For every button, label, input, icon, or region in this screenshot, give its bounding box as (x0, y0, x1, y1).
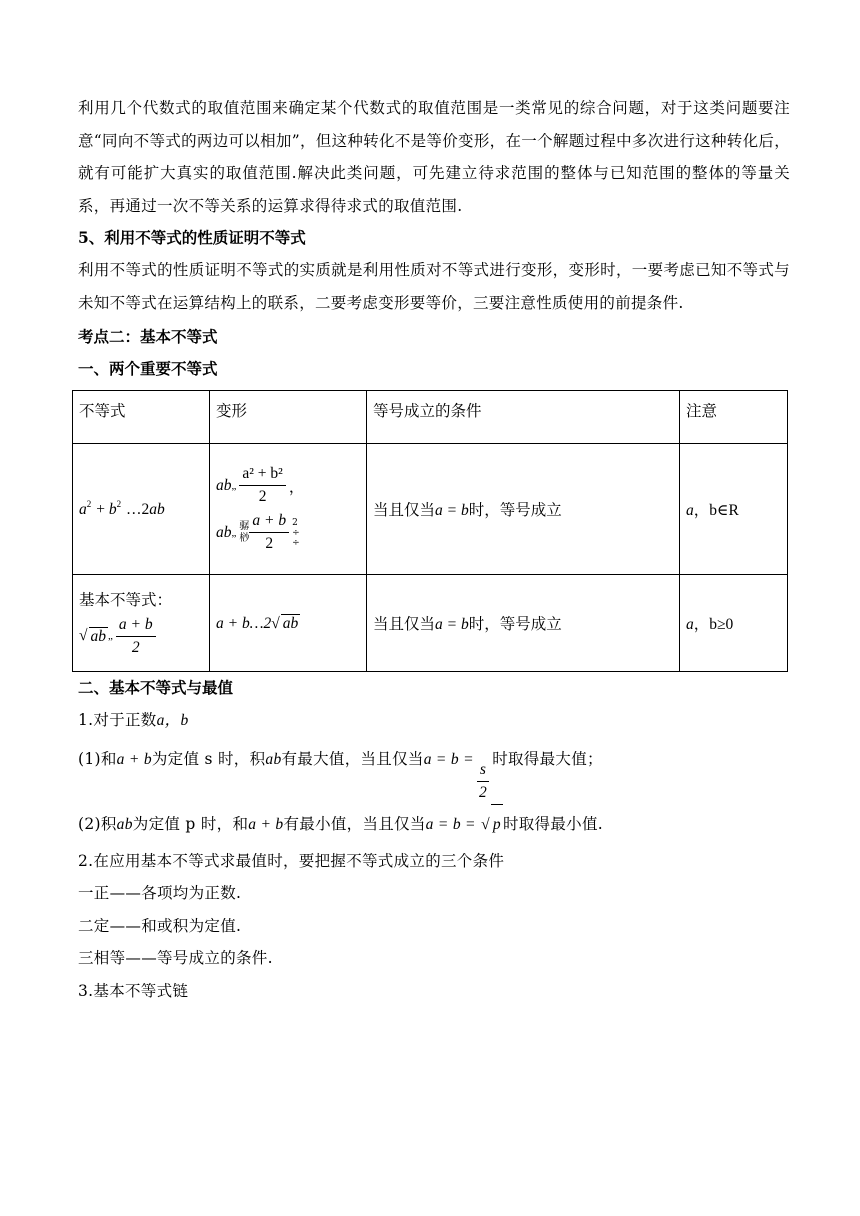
item3-heading: 3.基本不等式链 (78, 981, 189, 1000)
item1-part2: (2)积ab为定值 p 时，和a + b有最小值，当且仅当a = b = √ p 时取得最小值. (78, 804, 790, 845)
table-row (73, 444, 788, 575)
header-inequality: 不等式 (73, 391, 210, 444)
inequality-table (72, 390, 788, 672)
section5-heading: 5、利用不等式的性质证明不等式 (78, 228, 306, 247)
cell-condition: 当且仅当a = b时，等号成立 (367, 575, 680, 672)
cell-variant: ab „ $\frac{\text{a² + b²}}{2}$ ， ab „ 骣 桫 $\frac{a + b}{2}$ 2 ÷ ÷ (210, 444, 367, 575)
cell-inequality: 基本不等式： √ ab „ $\frac{a + b}{2}$ (73, 575, 210, 672)
sub2-heading: 二、基本不等式与最值 (78, 678, 234, 697)
item1-lead: 1.对于正数a，b (78, 711, 189, 729)
table-header-row (73, 391, 788, 444)
item2-lead: 2.在应用基本不等式求最值时，要把握不等式成立的三个条件 (78, 851, 505, 870)
condition-3: 三相等——等号成立的条件. (78, 949, 273, 967)
cell-note: a，b∈R (680, 444, 788, 575)
cell-variant: a + b…2√ ab (210, 575, 367, 672)
section5-text: 利用不等式的性质证明不等式的实质就是利用性质对不等式进行变形，变形时，一要考虑已知不等式与未知不等式在运算结构上的联系，二要考虑变形要等价，三要注意性质使用的前提条件. (78, 261, 790, 312)
condition-2: 二定——和或积为定值. (78, 916, 242, 935)
header-note: 注意 (680, 391, 788, 444)
header-variant: 变形 (210, 391, 367, 444)
intro-paragraph: 利用几个代数式的取值范围来确定某个代数式的取值范围是一类常见的综合问题，对于这类问题要注意“同向不等式的两边可以相加”，但这种转化不是等价变形，在一个解题过程中多次进行这种转化后，就有可能扩大真实的取值范围.解决此类问题，可先建立待求范围的整体与已知范围的整体的等量关系，再通过一次不等关系的运算求得待求式的取值范围. (78, 99, 790, 215)
sub1-heading: 一、两个重要不等式 (78, 359, 218, 378)
cell-inequality: $a^2 + b^2$ …2ab (73, 444, 210, 575)
kaodian-heading: 考点二：基本不等式 (78, 327, 218, 346)
document-page (78, 92, 790, 1007)
condition-1: 一正——各项均为正数. (78, 884, 242, 902)
item1-part1: (1)和a + b为定值 s 时，积ab有最大值，当且仅当a = b = $\frac{s}{2}$ 时取得最大值； (78, 749, 603, 801)
cell-note: a，b≥0 (680, 575, 788, 672)
table-row (73, 575, 788, 672)
header-condition: 等号成立的条件 (367, 391, 680, 444)
cell-condition: 当且仅当a = b时，等号成立 (367, 444, 680, 575)
